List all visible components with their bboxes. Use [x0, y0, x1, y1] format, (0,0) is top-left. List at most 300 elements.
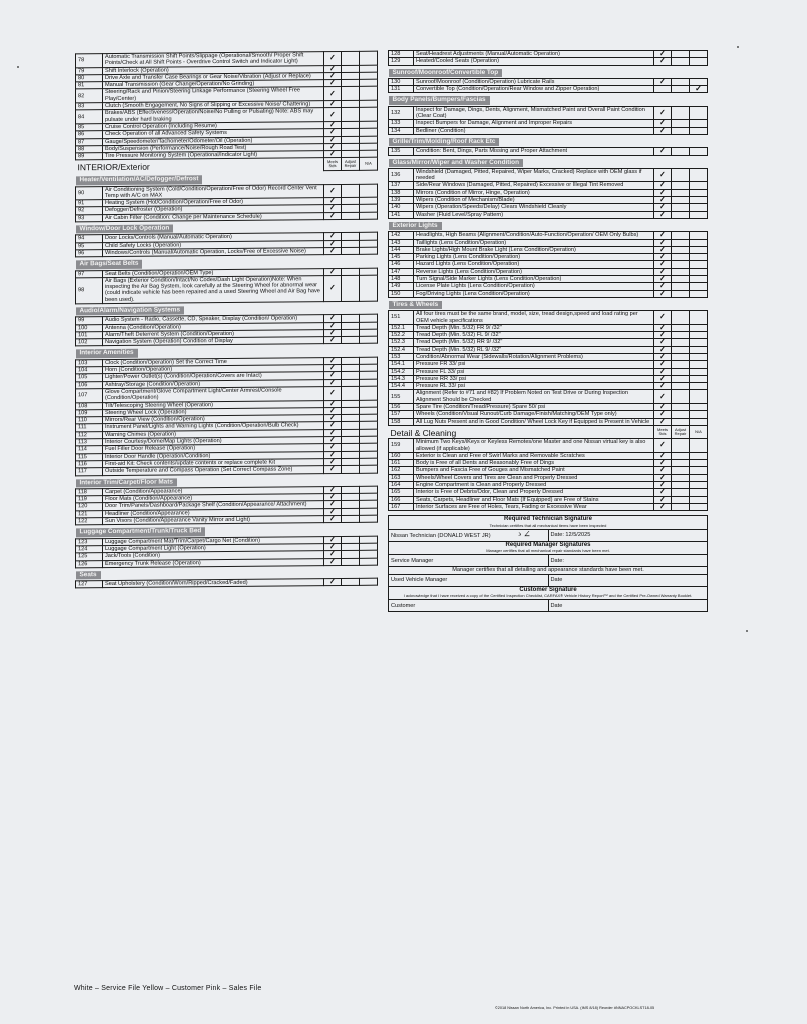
- na-check[interactable]: [690, 404, 708, 411]
- item-number: 124: [76, 545, 103, 553]
- na-check[interactable]: [690, 346, 708, 353]
- adjust-repair-check[interactable]: [342, 578, 360, 585]
- meets-standards-check[interactable]: ✓: [324, 315, 342, 322]
- meets-standards-check[interactable]: ✓: [324, 337, 342, 344]
- meets-standards-check[interactable]: ✓: [324, 143, 342, 150]
- meets-standards-check[interactable]: ✓: [654, 375, 672, 382]
- meets-standards-check[interactable]: ✓: [654, 268, 672, 275]
- na-check[interactable]: [690, 496, 708, 503]
- meets-standards-check[interactable]: ✓: [654, 346, 672, 353]
- na-check[interactable]: [690, 120, 708, 127]
- right-checklist-column: [388, 50, 708, 612]
- meets-standards-check[interactable]: ✓: [654, 311, 672, 325]
- na-check[interactable]: [690, 411, 708, 418]
- meets-standards-check[interactable]: ✓: [654, 418, 672, 425]
- meets-standards-check[interactable]: ✓: [654, 78, 672, 85]
- item-number: 154.1: [389, 361, 414, 368]
- adjust-repair-check[interactable]: [672, 452, 690, 459]
- adjust-repair-check[interactable]: [672, 261, 690, 268]
- adjust-repair-check[interactable]: [672, 254, 690, 261]
- customer-sig-title: Customer Signature I acknowledge that I have received a copy of the Certified Inspection Checklist, CARFAX® Vehicle History Report™ and the Certified Pre-Owned Warranty Booklet.: [389, 586, 708, 600]
- item-number: 144: [389, 246, 414, 253]
- meets-standards-check[interactable]: ✓: [324, 65, 342, 72]
- meets-standards-check[interactable]: ✓: [654, 106, 672, 120]
- meets-standards-check[interactable]: ✓: [324, 451, 342, 458]
- na-check[interactable]: [690, 197, 708, 204]
- column-label: N/A: [360, 158, 378, 171]
- na-check[interactable]: [360, 386, 378, 400]
- meets-standards-check[interactable]: ✓: [324, 558, 342, 565]
- adjust-repair-check[interactable]: [672, 246, 690, 253]
- section-title: Tires & Wheels: [389, 301, 443, 309]
- meets-standards-check[interactable]: ✓: [324, 551, 342, 558]
- meets-standards-check[interactable]: ✓: [324, 543, 342, 550]
- item-description: Fog/Driving Lights (Lens Condition/Operation): [414, 290, 654, 297]
- tech-name: (DONALD WEST JR): [437, 532, 491, 539]
- na-check[interactable]: [690, 361, 708, 368]
- item-number: 128: [389, 51, 414, 58]
- meets-standards-check[interactable]: ✓: [654, 404, 672, 411]
- tech-sig-title: Required Technician Signature Technician certifies that all mechanical items have been inspected: [389, 516, 708, 530]
- meets-standards-check[interactable]: ✓: [324, 486, 342, 493]
- item-description: Spare Tire (Condition/Tread/Pressure) Spare 50/ psi: [414, 404, 654, 411]
- adjust-repair-check[interactable]: [672, 168, 690, 182]
- item-description: Turn Signal/Side Marker Lights (Lens Condition/Operation): [414, 276, 654, 283]
- paper-speck: [746, 630, 748, 632]
- meets-standards-check[interactable]: ✓: [654, 489, 672, 496]
- adjust-repair-check[interactable]: [672, 78, 690, 85]
- meets-standards-check[interactable]: ✓: [654, 411, 672, 418]
- item-description: Tread Depth (Min. 5/32) FL 9/ /32": [414, 332, 654, 339]
- category-header: [389, 425, 708, 438]
- adjust-repair-check[interactable]: [672, 211, 690, 218]
- item-number: 139: [389, 197, 414, 204]
- meets-standards-check[interactable]: ✓: [324, 422, 342, 429]
- adjust-repair-check[interactable]: [672, 332, 690, 339]
- adjust-repair-check[interactable]: [672, 496, 690, 503]
- adjust-repair-check[interactable]: [672, 482, 690, 489]
- item-number: 166: [389, 496, 414, 503]
- na-check[interactable]: [690, 58, 708, 65]
- adjust-repair-check[interactable]: [672, 411, 690, 418]
- meets-standards-check[interactable]: ✓: [654, 474, 672, 481]
- na-check[interactable]: [690, 232, 708, 239]
- item-description: Taillights (Lens Condition/Operation): [414, 239, 654, 246]
- meets-standards-check[interactable]: ✓: [324, 101, 342, 108]
- na-check[interactable]: [690, 268, 708, 275]
- adjust-repair-check[interactable]: [672, 439, 690, 453]
- adjust-repair-check[interactable]: [672, 339, 690, 346]
- adjust-repair-check[interactable]: [342, 386, 360, 400]
- item-description: Cruise Control Operation (Including Resume): [103, 122, 324, 131]
- adjust-repair-check[interactable]: [672, 276, 690, 283]
- na-check[interactable]: [690, 276, 708, 283]
- checklist-row: [389, 383, 708, 390]
- na-check[interactable]: [360, 51, 378, 65]
- na-check[interactable]: [690, 467, 708, 474]
- na-check[interactable]: [690, 418, 708, 425]
- meets-standards-check[interactable]: ✓: [654, 332, 672, 339]
- item-number: 106: [76, 381, 103, 389]
- meets-standards-check[interactable]: ✓: [654, 460, 672, 467]
- item-description: Interior Door Handle (Operation/Condition): [103, 451, 324, 460]
- item-number: 108: [76, 402, 103, 410]
- item-description: Condition: Bent, Dings, Parts Missing and Proper Attachment: [414, 148, 654, 155]
- customer-date[interactable]: Date: [548, 600, 708, 612]
- meets-standards-check[interactable]: ✓: [324, 516, 342, 523]
- meets-standards-check[interactable]: ✓: [654, 58, 672, 65]
- na-check[interactable]: [690, 474, 708, 481]
- item-number: 122: [76, 518, 103, 526]
- item-number: 154.3: [389, 375, 414, 382]
- item-number: 152.4: [389, 346, 414, 353]
- adjust-repair-check[interactable]: [672, 346, 690, 353]
- meets-standards-check[interactable]: ✓: [654, 324, 672, 331]
- meets-standards-check[interactable]: ✓: [654, 211, 672, 218]
- adjust-repair-check[interactable]: [672, 148, 690, 155]
- item-number: 151: [389, 311, 414, 325]
- na-check[interactable]: [690, 482, 708, 489]
- item-number: 117: [76, 468, 103, 476]
- meets-standards-check[interactable]: ✓: [324, 357, 342, 364]
- item-description: Ashtray/Storage (Condition/Operation): [103, 379, 324, 388]
- section-title: Grille/Trim/Molding/Roof Rack Etc: [389, 138, 500, 146]
- column-label: Adjust Repair: [342, 158, 360, 171]
- meets-standards-check[interactable]: ✓: [654, 204, 672, 211]
- meets-standards-check[interactable]: ✓: [654, 482, 672, 489]
- na-check[interactable]: [690, 189, 708, 196]
- adjust-repair-check[interactable]: [672, 106, 690, 120]
- na-check[interactable]: [690, 254, 708, 261]
- meets-standards-check[interactable]: ✓: [324, 407, 342, 414]
- na-check[interactable]: [690, 311, 708, 325]
- section-title: Exterior Lights: [389, 222, 442, 230]
- item-description: Lighter/Power Outlet(s) (Condition/Operation/Covers are Intact): [103, 372, 324, 381]
- meets-standards-check[interactable]: ✓: [324, 508, 342, 515]
- meets-standards-check[interactable]: ✓: [324, 233, 342, 240]
- na-check[interactable]: [690, 51, 708, 58]
- checklist-row: [389, 503, 708, 510]
- na-check[interactable]: [690, 383, 708, 390]
- meets-standards-check[interactable]: ✓: [324, 184, 342, 198]
- adjust-repair-check[interactable]: [672, 467, 690, 474]
- na-check[interactable]: [690, 503, 708, 510]
- meets-standards-check[interactable]: ✓: [324, 240, 342, 247]
- item-description: Wipers (Operation/Speeds/Delay) Clears Windshield Cleanly: [414, 204, 654, 211]
- meets-standards-check[interactable]: [654, 86, 672, 93]
- na-check[interactable]: [690, 353, 708, 360]
- adjust-repair-check[interactable]: [672, 268, 690, 275]
- item-number: 114: [76, 446, 103, 454]
- meets-standards-check[interactable]: ✓: [324, 579, 342, 586]
- meets-standards-check[interactable]: ✓: [324, 205, 342, 212]
- meets-standards-check[interactable]: ✓: [324, 365, 342, 372]
- adjust-repair-check[interactable]: [672, 460, 690, 467]
- meets-standards-check[interactable]: ✓: [324, 136, 342, 143]
- meets-standards-check[interactable]: ✓: [654, 339, 672, 346]
- meets-standards-check[interactable]: ✓: [654, 361, 672, 368]
- na-check[interactable]: [690, 246, 708, 253]
- meets-standards-check[interactable]: ✓: [654, 168, 672, 182]
- item-description: Luggage Compartment Light (Operation): [103, 544, 324, 553]
- item-description: Headliner (Condition/Appearance): [103, 508, 324, 517]
- na-check[interactable]: [690, 489, 708, 496]
- meets-standards-check[interactable]: ✓: [324, 372, 342, 379]
- meets-standards-check[interactable]: ✓: [654, 232, 672, 239]
- meets-standards-check[interactable]: ✓: [324, 121, 342, 128]
- meets-standards-check[interactable]: ✓: [654, 182, 672, 189]
- item-description: Condition/Abnormal Wear (Sidewalls/Rotation/Alignment Problems): [414, 353, 654, 360]
- item-description: Windshield (Damaged, Pitted, Repaired, Wiper Marks, Cracked) Replace with OEM glass if needed: [414, 168, 654, 182]
- meets-standards-check[interactable]: ✓: [654, 254, 672, 261]
- meets-standards-check[interactable]: ✓: [324, 51, 342, 65]
- na-check[interactable]: [690, 283, 708, 290]
- meets-standards-check[interactable]: ✓: [324, 329, 342, 336]
- item-description: Shift Interlock (Operation): [103, 65, 324, 74]
- adjust-repair-check[interactable]: [672, 239, 690, 246]
- meets-standards-check[interactable]: ✓: [324, 322, 342, 329]
- item-number: 113: [76, 439, 103, 447]
- meets-standards-check[interactable]: ✓: [654, 127, 672, 134]
- na-check[interactable]: [690, 239, 708, 246]
- adjust-repair-check[interactable]: [672, 503, 690, 510]
- meets-standards-check[interactable]: ✓: [654, 290, 672, 297]
- meets-standards-check[interactable]: ✓: [324, 275, 342, 301]
- meets-standards-check[interactable]: ✓: [324, 386, 342, 400]
- item-description: Antenna (Condition/Operation): [103, 322, 324, 331]
- na-check[interactable]: [690, 148, 708, 155]
- adjust-repair-check[interactable]: [672, 404, 690, 411]
- na-check[interactable]: [360, 578, 378, 585]
- adjust-repair-check[interactable]: [672, 390, 690, 404]
- section-header: [389, 297, 708, 310]
- item-description: Tread Depth (Min. 5/32) RR 9/ /32": [414, 339, 654, 346]
- adjust-repair-check[interactable]: [672, 361, 690, 368]
- adjust-repair-check[interactable]: [672, 86, 690, 93]
- na-check[interactable]: [690, 168, 708, 182]
- item-number: 87: [76, 138, 103, 146]
- item-description: Washer (Fluid Level/Spray Pattern): [414, 211, 654, 218]
- adjust-repair-check[interactable]: [672, 58, 690, 65]
- meets-standards-check[interactable]: ✓: [654, 148, 672, 155]
- na-check[interactable]: [690, 390, 708, 404]
- item-number: 116: [76, 461, 103, 469]
- adjust-repair-check[interactable]: [672, 283, 690, 290]
- meets-standards-check[interactable]: ✓: [324, 536, 342, 543]
- adjust-repair-check[interactable]: [342, 275, 360, 301]
- na-check[interactable]: ✓: [690, 86, 708, 93]
- adjust-repair-check[interactable]: [672, 189, 690, 196]
- item-number: 98: [76, 277, 103, 303]
- used-vehicle-manager-date[interactable]: Date: [548, 574, 708, 586]
- meets-standards-check[interactable]: ✓: [324, 494, 342, 501]
- checklist-row: [389, 211, 708, 218]
- meets-standards-check[interactable]: ✓: [654, 51, 672, 58]
- adjust-repair-check[interactable]: [672, 197, 690, 204]
- customer-field[interactable]: Customer: [389, 600, 549, 612]
- adjust-repair-check[interactable]: [672, 290, 690, 297]
- meets-standards-check[interactable]: ✓: [324, 444, 342, 451]
- item-number: 81: [76, 82, 103, 90]
- section-title: Glass/Mirror/Wiper and Washer Condition: [389, 159, 523, 167]
- meets-standards-check[interactable]: ✓: [324, 198, 342, 205]
- adjust-repair-check[interactable]: [342, 184, 360, 198]
- meets-standards-check[interactable]: ✓: [324, 458, 342, 465]
- meets-standards-check[interactable]: ✓: [324, 429, 342, 436]
- item-description: Sunroof/Moonroof (Condition/Operation) Lubricate Rails: [414, 78, 654, 85]
- meets-standards-check[interactable]: ✓: [654, 239, 672, 246]
- meets-standards-check[interactable]: ✓: [324, 72, 342, 79]
- meets-standards-check[interactable]: ✓: [654, 368, 672, 375]
- adjust-repair-check[interactable]: [672, 418, 690, 425]
- meets-standards-check[interactable]: ✓: [324, 80, 342, 87]
- na-check[interactable]: [690, 204, 708, 211]
- adjust-repair-check[interactable]: [672, 474, 690, 481]
- adjust-repair-check[interactable]: [672, 311, 690, 325]
- adjust-repair-check[interactable]: [672, 375, 690, 382]
- na-check[interactable]: [690, 211, 708, 218]
- item-number: 159: [389, 439, 414, 453]
- na-check[interactable]: [690, 106, 708, 120]
- item-number: 143: [389, 239, 414, 246]
- item-description: Tire Pressure Monitoring System (Operational/Indicator Light): [103, 151, 324, 160]
- meets-standards-check[interactable]: ✓: [324, 400, 342, 407]
- meets-standards-check[interactable]: ✓: [324, 466, 342, 473]
- adjust-repair-check[interactable]: [672, 368, 690, 375]
- meets-standards-check[interactable]: ✓: [324, 379, 342, 386]
- adjust-repair-check[interactable]: [672, 127, 690, 134]
- na-check[interactable]: [690, 261, 708, 268]
- adjust-repair-check[interactable]: [672, 232, 690, 239]
- item-number: 147: [389, 268, 414, 275]
- item-description: Fuel Filler Door Release (Operation): [103, 444, 324, 453]
- service-manager-field[interactable]: Service Manager: [389, 555, 549, 567]
- item-description: Heating System (Hot/Condition/Operation/Free of Odor): [103, 198, 324, 207]
- item-description: Sun Visors (Condition/Appearance Vanity Mirror and Light): [103, 516, 324, 525]
- item-number: 109: [76, 409, 103, 417]
- item-description: Side/Rear Windows (Damaged, Pitted, Repaired) Excessive or Illegal Tint Removed: [414, 182, 654, 189]
- adjust-repair-check[interactable]: [672, 324, 690, 331]
- adjust-repair-check[interactable]: [342, 87, 360, 101]
- meets-standards-check[interactable]: ✓: [654, 452, 672, 459]
- item-description: Defogger/Defroster (Operation): [103, 205, 324, 214]
- item-description: Door Locks/Controls (Manual/Automatic Operation): [103, 233, 324, 242]
- adjust-repair-check[interactable]: [342, 108, 360, 122]
- item-description: Check Operation of all Advanced Safety Systems: [103, 129, 324, 138]
- column-label: N/A: [690, 425, 708, 438]
- na-check[interactable]: [690, 339, 708, 346]
- section-title: Air Bags/Seat Belts: [76, 260, 143, 269]
- item-description: Windows/Controls (Manual/Automatic Operation, Locks/Free of Excessive Noise): [103, 248, 324, 257]
- meets-standards-check[interactable]: ✓: [324, 501, 342, 508]
- item-number: 140: [389, 204, 414, 211]
- meets-standards-check[interactable]: ✓: [654, 383, 672, 390]
- meets-standards-check[interactable]: ✓: [324, 151, 342, 158]
- meets-standards-check[interactable]: ✓: [654, 276, 672, 283]
- item-description: Tilt/Telescoping Steering Wheel (Operation): [103, 400, 324, 409]
- meets-standards-check[interactable]: ✓: [324, 437, 342, 444]
- item-description: Clock (Condition/Operation) Set the Correct Time: [103, 357, 324, 366]
- meets-standards-check[interactable]: ✓: [654, 189, 672, 196]
- meets-standards-check[interactable]: ✓: [654, 439, 672, 453]
- item-number: 152.1: [389, 324, 414, 331]
- item-number: 118: [76, 488, 103, 496]
- item-description: Alarm/Theft Deterrent System (Condition/Operation): [103, 330, 324, 339]
- meets-standards-check[interactable]: ✓: [654, 503, 672, 510]
- meets-standards-check[interactable]: ✓: [324, 415, 342, 422]
- used-vehicle-manager-field[interactable]: Used Vehicle Manager: [389, 574, 549, 586]
- na-check[interactable]: [690, 324, 708, 331]
- meets-standards-check[interactable]: ✓: [324, 212, 342, 219]
- item-number: 97: [76, 270, 103, 278]
- na-check[interactable]: [360, 108, 378, 122]
- adjust-repair-check[interactable]: [672, 489, 690, 496]
- adjust-repair-check[interactable]: [672, 383, 690, 390]
- adjust-repair-check[interactable]: [672, 204, 690, 211]
- adjust-repair-check[interactable]: [672, 51, 690, 58]
- na-check[interactable]: [360, 184, 378, 198]
- meets-standards-check[interactable]: ✓: [654, 246, 672, 253]
- na-check[interactable]: [690, 332, 708, 339]
- item-number: 154.4: [389, 383, 414, 390]
- meets-standards-check[interactable]: ✓: [654, 261, 672, 268]
- na-check[interactable]: [360, 275, 378, 301]
- meets-standards-check[interactable]: ✓: [324, 247, 342, 254]
- na-check[interactable]: [690, 460, 708, 467]
- meets-standards-check[interactable]: ✓: [654, 353, 672, 360]
- meets-standards-check[interactable]: ✓: [324, 87, 342, 101]
- meets-standards-check[interactable]: ✓: [654, 283, 672, 290]
- adjust-repair-check[interactable]: [672, 353, 690, 360]
- section-title: Audio/Alarm/Navigation Systems: [76, 306, 185, 315]
- meets-standards-check[interactable]: ✓: [324, 108, 342, 122]
- item-description: Mirrors (Condition of Mirror, Hinge, Operation): [414, 189, 654, 196]
- adjust-repair-check[interactable]: [672, 182, 690, 189]
- item-description: Clutch (Smooth Engagement, No Signs of Slipping or Excessive Noise/ Chattering): [103, 101, 324, 110]
- meets-standards-check[interactable]: ✓: [324, 268, 342, 275]
- na-check[interactable]: [690, 127, 708, 134]
- na-check[interactable]: [690, 452, 708, 459]
- item-description: Heated/Cooled Seats (Operation): [414, 58, 654, 65]
- meets-standards-check[interactable]: ✓: [324, 129, 342, 136]
- na-check[interactable]: [690, 439, 708, 453]
- item-number: 155: [389, 390, 414, 404]
- item-number: 80: [76, 74, 103, 82]
- meets-standards-check[interactable]: ✓: [654, 390, 672, 404]
- adjust-repair-check[interactable]: [342, 51, 360, 65]
- na-check[interactable]: [690, 290, 708, 297]
- item-number: 86: [76, 131, 103, 139]
- na-check[interactable]: [690, 368, 708, 375]
- meets-standards-check[interactable]: ✓: [654, 467, 672, 474]
- item-description: Hazard Lights (Lens Condition/Operation): [414, 261, 654, 268]
- checklist-row: [389, 58, 708, 65]
- na-check[interactable]: [690, 182, 708, 189]
- meets-standards-check[interactable]: ✓: [654, 496, 672, 503]
- item-description: Instrument Panel/Lights and Warning Lights (Condition/Operation/Bulb Check): [103, 422, 324, 431]
- tech-sig-row[interactable]: Nissan Technician (DONALD WEST JR) ゝ∠: [389, 529, 549, 541]
- checklist-row: [389, 127, 708, 134]
- item-number: 107: [76, 389, 103, 403]
- adjust-repair-check[interactable]: [672, 120, 690, 127]
- na-check[interactable]: [360, 87, 378, 101]
- na-check[interactable]: [690, 375, 708, 382]
- service-manager-date[interactable]: Date:: [548, 555, 708, 567]
- meets-standards-check[interactable]: ✓: [654, 120, 672, 127]
- meets-standards-check[interactable]: ✓: [654, 197, 672, 204]
- item-description: Drive Axle and Transfer Case Bearings or Gear Noise/Vibration (Adjust or Replace): [103, 73, 324, 82]
- item-number: 149: [389, 283, 414, 290]
